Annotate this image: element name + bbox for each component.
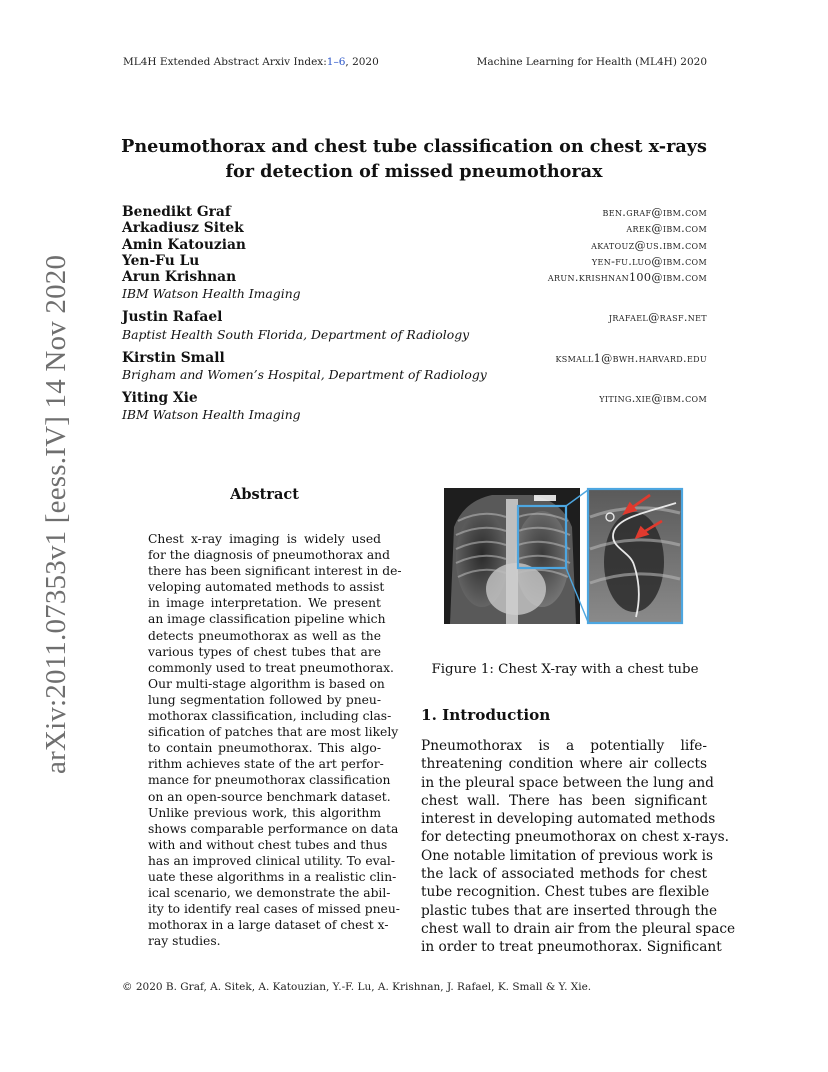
introduction-line: in the pleural space between the lung and <box>421 774 714 791</box>
chest-xray-image <box>444 487 684 625</box>
author-affiliation: Brigham and Women’s Hospital, Department of Radiology <box>122 367 487 383</box>
introduction-line: chest wall. There has been significant <box>421 792 707 809</box>
introduction-line: chest wall to drain air from the pleural space <box>421 920 736 937</box>
section-heading-introduction: 1. Introduction <box>421 706 551 724</box>
abstract-line: veloping automated methods to assist <box>148 580 385 595</box>
author-group <box>122 390 707 424</box>
introduction-line: in order to treat pneumothorax. Significant <box>421 939 722 956</box>
abstract-line: ray studies. <box>148 934 221 949</box>
abstract-body <box>148 531 402 949</box>
abstract-line: an image classification pipeline which <box>148 612 386 627</box>
running-header-right: Machine Learning for Health (ML4H) 2020 <box>476 56 707 68</box>
chest-xray-figure <box>444 487 684 625</box>
abstract-line: detects pneumothorax as well as the <box>148 628 381 643</box>
abstract-line: Chest x-ray imaging is widely used <box>148 532 381 546</box>
author-group <box>122 204 707 303</box>
introduction-line: interest in developing automated methods <box>421 811 716 828</box>
abstract-line: rithm achieves state of the art perfor- <box>148 757 384 772</box>
introduction-line: for detecting pneumothorax on chest x-rays. <box>421 829 729 846</box>
figure-caption: Figure 1: Chest X-ray with a chest tube <box>431 662 699 677</box>
author-row <box>122 204 707 220</box>
marker-label <box>534 495 556 501</box>
introduction-line: Pneumothorax is a potentially life- <box>421 738 707 754</box>
abstract-line: sification of patches that are most likely <box>148 725 399 740</box>
abstract-heading: Abstract <box>230 486 299 503</box>
author-name: Yen-Fu Lu <box>122 252 200 269</box>
abstract-line: Our multi-stage algorithm is based on <box>148 676 385 691</box>
author-email: ksmall1@bwh.harvard.edu <box>555 351 707 365</box>
abstract-line: has an improved clinical utility. To eval- <box>148 853 395 868</box>
author-email: jrafael@rasf.net <box>608 311 707 325</box>
arxiv-identifier-stamp: arXiv:2011.07353v1 [eess.IV] 14 Nov 2020 <box>40 254 72 774</box>
abstract-line: Unlike previous work, this algorithm <box>148 805 381 820</box>
introduction-line: the lack of associated methods for chest <box>421 866 707 883</box>
author-name: Arun Krishnan <box>122 269 237 286</box>
author-affiliation: IBM Watson Health Imaging <box>122 286 301 302</box>
copyright-footer: © 2020 B. Graf, A. Sitek, A. Katouzian, Y.-F. Lu, A. Krishnan, J. Rafael, K. Small & Y. Xie. <box>122 981 592 993</box>
abstract-line: with and without chest tubes and thus <box>148 837 388 852</box>
author-email: arek@ibm.com <box>626 222 707 236</box>
author-row <box>122 220 707 236</box>
abstract-line: on an open-source benchmark dataset. <box>148 789 391 804</box>
introduction-body <box>421 737 736 957</box>
author-row <box>122 253 707 269</box>
introduction-line: One notable limitation of previous work is <box>421 847 714 864</box>
header-venue: ML4H Extended Abstract Arxiv Index: <box>123 56 327 68</box>
author-group <box>122 350 707 384</box>
author-group <box>122 309 707 343</box>
author-affiliation: Baptist Health South Florida, Department of Radiology <box>122 326 470 342</box>
abstract-line: ity to identify real cases of missed pneu- <box>148 902 400 917</box>
abstract-line: there has been significant interest in de- <box>148 564 402 579</box>
introduction-line: tube recognition. Chest tubes are flexible <box>421 884 710 901</box>
abstract-line: mothorax in a large dataset of chest x- <box>148 918 389 933</box>
author-name: Kirstin Small <box>122 349 225 366</box>
abstract-line: ical scenario, we demonstrate the abil- <box>148 886 391 901</box>
author-email: yiting.xie@ibm.com <box>599 392 707 406</box>
author-affiliation: IBM Watson Health Imaging <box>122 407 301 423</box>
author-name: Amin Katouzian <box>122 236 246 253</box>
abstract-line: mothorax classification, including clas- <box>148 709 392 724</box>
author-row <box>122 350 707 366</box>
abstract-line: mance for pneumothorax classification <box>148 773 391 788</box>
abstract-line: to contain pneumothorax. This algo- <box>148 741 381 756</box>
page-range-link[interactable]: 1–6 <box>326 56 346 68</box>
author-email: yen-fu.luo@ibm.com <box>591 254 707 268</box>
author-row <box>122 269 707 285</box>
paper-title <box>110 134 718 184</box>
author-email: arun.krishnan100@ibm.com <box>547 271 707 285</box>
introduction-line: plastic tubes that are inserted through the <box>421 902 718 919</box>
author-row <box>122 237 707 253</box>
abstract-line: lung segmentation followed by pneu- <box>148 692 381 707</box>
title-line: Pneumothorax and chest tube classification on chest x-rays <box>121 136 707 157</box>
author-row <box>122 390 707 406</box>
introduction-line: threatening condition where air collects <box>421 756 707 773</box>
running-header-left <box>123 56 379 68</box>
abstract-line: shows comparable performance on data <box>148 821 399 836</box>
abstract-line: commonly used to treat pneumothorax. <box>148 660 394 675</box>
author-name: Yiting Xie <box>122 390 198 407</box>
author-email: akatouz@us.ibm.com <box>591 238 707 252</box>
abstract-line: various types of chest tubes that are <box>148 644 381 659</box>
abstract-line: in image interpretation. We present <box>148 596 381 611</box>
abstract-line: uate these algorithms in a realistic clin- <box>148 869 397 884</box>
author-name: Justin Rafael <box>122 309 223 326</box>
author-name: Arkadiusz Sitek <box>122 220 244 237</box>
author-name: Benedikt Graf <box>122 204 231 220</box>
author-email: ben.graf@ibm.com <box>602 206 707 219</box>
author-block <box>122 204 707 424</box>
abstract-line: for the diagnosis of pneumothorax and <box>148 548 390 563</box>
title-line: for detection of missed pneumothorax <box>225 161 603 182</box>
author-row <box>122 309 707 325</box>
header-year: , 2020 <box>345 56 379 68</box>
